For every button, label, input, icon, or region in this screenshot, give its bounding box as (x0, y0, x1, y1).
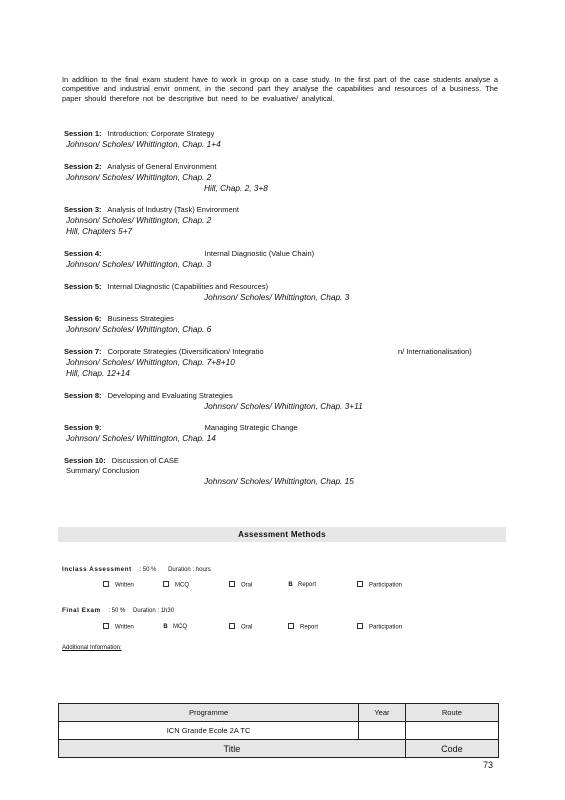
title-row (59, 740, 499, 758)
session-label: Session 8: (64, 391, 102, 400)
session-ref: Hill, Chap. 12+14 (66, 367, 130, 378)
option-label: MCQ (173, 624, 187, 630)
table-row (59, 722, 499, 740)
session-topic: Analysis of General Environment (107, 162, 217, 171)
year-header: Year (359, 704, 406, 722)
session-topic: Business Strategies (107, 314, 174, 323)
option-label: Report (298, 582, 317, 588)
option-label: Written (115, 582, 134, 589)
session-1 (64, 129, 221, 150)
session-5 (64, 282, 349, 303)
session-label: Session 4: (64, 249, 102, 258)
title-header: Title (59, 740, 406, 758)
session-4 (64, 249, 314, 270)
session-topic: Internal Diagnostic (Capabilities and Resources) (107, 282, 269, 291)
route-header: Route (405, 704, 498, 722)
option-written[interactable] (103, 582, 134, 589)
session-ref: Johnson/ Scholes/ Whittington, Chap. 3 (66, 259, 212, 269)
option-participation[interactable] (357, 624, 402, 631)
session-3 (64, 205, 239, 236)
option-label: Report (300, 624, 319, 631)
option-label: Written (115, 624, 134, 631)
additional-information-label: Additional Information: (62, 645, 122, 651)
session-label: Session 5: (64, 282, 102, 291)
session-ref: Hill, Chapters 5+7 (66, 225, 133, 236)
session-ref: Johnson/ Scholes/ Whittington, Chap. 2 (66, 172, 212, 182)
session-7 (64, 347, 472, 378)
option-oral[interactable] (229, 624, 252, 631)
session-label: Session 9: (64, 423, 102, 432)
session-topic: Corporate Strategies (Diversification/ Integratio (107, 347, 264, 356)
programme-cell: ICN Grande Ecole 2A TC (59, 722, 359, 740)
inclass-assessment-row (62, 566, 211, 573)
option-mcq[interactable] (163, 624, 187, 630)
session-label: Session 7: (64, 347, 102, 356)
final-percent: : 50 % (108, 608, 126, 614)
session-ref: Johnson/ Scholes/ Whittington, Chap. 3+11 (204, 401, 363, 411)
checkbox-icon (103, 623, 109, 629)
checkbox-icon (288, 623, 294, 629)
session-ref: Hill, Chap. 2, 3+8 (204, 182, 268, 193)
final-duration: Duration : 1h30 (133, 608, 175, 614)
table-header-row (59, 704, 499, 722)
option-mcq[interactable] (163, 582, 189, 589)
session-ref: Johnson/ Scholes/ Whittington, Chap. 14 (66, 433, 216, 443)
option-participation[interactable] (357, 582, 402, 589)
session-ref: Johnson/ Scholes/ Whittington, Chap. 1+4 (66, 139, 221, 149)
session-label: Session 1: (64, 129, 102, 138)
option-label: Participation (369, 624, 403, 631)
checkbox-icon (357, 581, 363, 587)
option-label: Participation (369, 582, 403, 589)
option-oral[interactable] (229, 582, 252, 589)
option-report[interactable] (288, 624, 318, 631)
programme-header: Programme (59, 704, 359, 722)
code-header: Code (405, 740, 498, 758)
route-cell (405, 722, 498, 740)
session-10 (64, 456, 354, 487)
session-ref: Johnson/ Scholes/ Whittington, Chap. 2 (66, 215, 212, 225)
session-6 (64, 314, 211, 335)
checkbox-icon (229, 581, 235, 587)
checkbox-icon (229, 623, 235, 629)
assessment-methods-header: Assessment Methods (58, 527, 506, 542)
option-label: Oral (241, 624, 253, 631)
session-topic: Developing and Evaluating Strategies (107, 391, 233, 400)
session-label: Session 10: (64, 456, 106, 465)
inclass-duration: Duration : hours (168, 567, 211, 573)
session-label: Session 2: (64, 162, 102, 171)
final-label: Final Exam (62, 607, 101, 614)
session-9 (64, 423, 298, 444)
checkbox-icon (357, 623, 363, 629)
session-ref: Johnson/ Scholes/ Whittington, Chap. 15 (204, 476, 354, 486)
session-ref: Johnson/ Scholes/ Whittington, Chap. 7+8+10 (66, 357, 235, 367)
option-label: Oral (241, 582, 253, 589)
checked-checkbox-icon: B (163, 624, 168, 630)
session-topic: Internal Diagnostic (Value Chain) (204, 249, 315, 258)
session-topic-cont: Summary/ Conclusion (66, 466, 140, 475)
session-8 (64, 391, 363, 412)
page-number: 73 (483, 760, 494, 770)
inclass-label: Inclass Assessment (62, 566, 132, 573)
checkbox-icon (163, 581, 169, 587)
additional-information (62, 645, 122, 651)
session-topic-cont: n/ Internationalisation) (398, 347, 472, 356)
option-written[interactable] (103, 624, 134, 631)
option-label: MCQ (175, 582, 189, 589)
year-cell (359, 722, 406, 740)
session-topic: Discussion of CASE (111, 456, 179, 465)
intro-paragraph: In addition to the final exam student have to work in group on a case study. In the first part of the case students analyse a competitive and industrial envir onment, in the second part they analyse the capabilities and resources of a business. The paper should therefore not be descriptive but need to be evaluative/ analytical. (62, 75, 498, 103)
checked-checkbox-icon: B (288, 582, 293, 588)
programme-table (58, 703, 499, 758)
checkbox-icon (103, 581, 109, 587)
session-label: Session 3: (64, 205, 102, 214)
session-topic: Managing Strategic Change (204, 423, 298, 432)
inclass-percent: : 50 % (139, 567, 157, 573)
session-ref: Johnson/ Scholes/ Whittington, Chap. 3 (204, 292, 350, 302)
session-topic: Introduction: Corporate Strategy (107, 129, 215, 138)
session-2 (64, 162, 268, 193)
session-topic: Analysis of Industry (Task) Environment (107, 205, 239, 214)
session-label: Session 6: (64, 314, 102, 323)
session-ref: Johnson/ Scholes/ Whittington, Chap. 6 (66, 324, 212, 334)
option-report[interactable] (288, 582, 316, 588)
final-exam-row (62, 607, 174, 614)
